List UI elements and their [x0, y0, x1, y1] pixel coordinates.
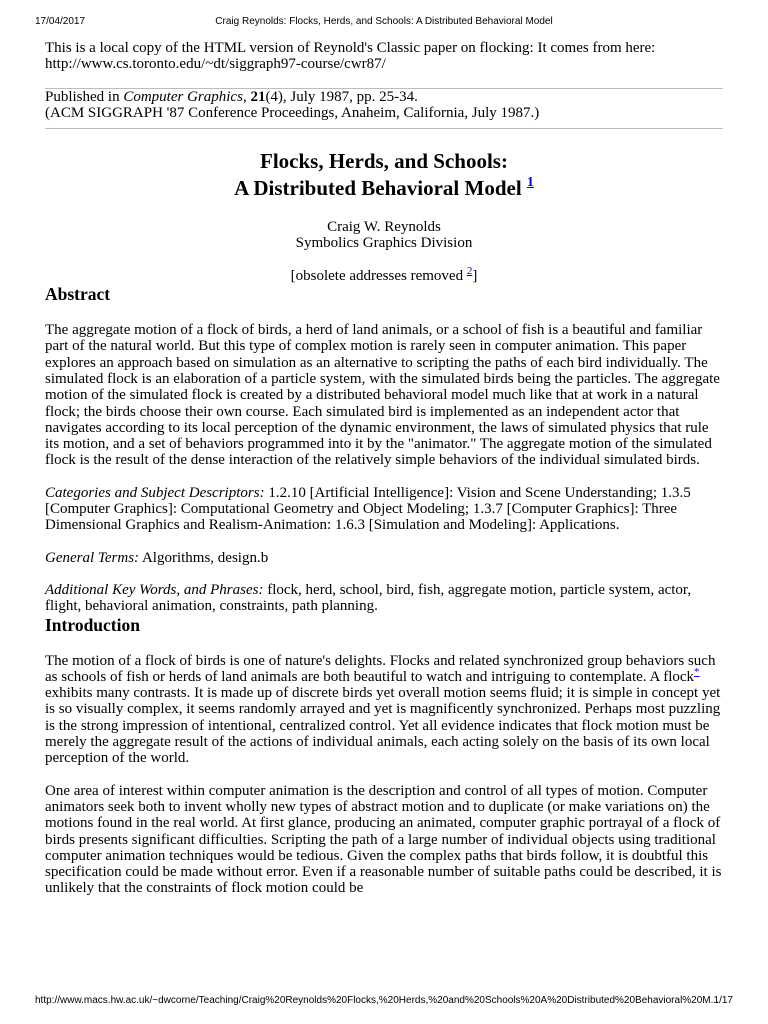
obsolete-addresses-note	[45, 264, 723, 284]
categories-paragraph	[45, 485, 723, 534]
flock-footnote-link[interactable]: *	[694, 665, 700, 678]
general-terms-paragraph	[45, 550, 723, 566]
print-url: http://www.macs.hw.ac.uk/~dwcorne/Teaching/Craig%20Reynolds%20Flocks,%20Herds,%20and%20Schools%20A%20Distributed%20Behavioral%20M...	[35, 995, 719, 1006]
paper-title	[45, 148, 723, 202]
intro-p1-after: exhibits many contrasts. It is made up of discrete birds yet overall motion seems fluid; it is simple in concept yet is so visually complex, it seems randomly arrayed and yet is magnificently synchronized. Perhaps most puzzling is the strong impression of intentional, centralized control. Yet all evidence indicates that flock motion must be merely the aggregate result of the actions of individual animals, each acting solely on the basis of its own local perception of the world.	[45, 685, 721, 767]
general-terms-label: General Terms:	[45, 549, 140, 566]
pub-sep: ,	[242, 88, 251, 105]
keywords-paragraph	[45, 582, 723, 615]
footnote-1-link[interactable]: 1	[526, 175, 534, 191]
footnote-2-link[interactable]: 2	[466, 264, 473, 277]
divider	[45, 128, 723, 129]
general-terms-text: Algorithms, design.b	[139, 549, 269, 566]
categories-text: 1.2.10 [Artificial Intelligence]: Vision and Scene Understanding; 1.3.5 [Computer Graphics]: Computational Geometry and Object Modeling; 1.3.7 [Computer Graphics]: Three Dimensional Graphics and Realism-Animation: 1.6.3 [Simulation and Modeling]: Applications.	[45, 484, 691, 534]
journal-volume: 21	[250, 88, 266, 105]
abstract-text: The aggregate motion of a flock of birds, a herd of land animals, or a school of fish is a beautiful and familiar part of the natural world. But this type of complex motion is rarely seen in computer animation. This paper explores an approach based on simulation as an alternative to scripting the paths of each bird individually. The simulated flock is an elaboration of a particle system, with the simulated birds being the particles. The aggregate motion of the simulated flock is created by a distributed behavioral model much like that at work in a natural flock; the birds choose their own course. Each simulated bird is implemented as an independent actor that navigates according to its local perception of the dynamic environment, the laws of simulated physics that rule its motion, and a set of behaviors programmed into it by the "animator." The aggregate motion of the simulated flock is the result of the dense interaction of the relatively simple behaviors of the individual simulated birds.	[45, 322, 720, 469]
print-header	[35, 16, 733, 30]
author-name: Craig W. Reynolds	[327, 219, 441, 236]
author-affiliation: Symbolics Graphics Division	[295, 235, 473, 252]
print-date: 17/04/2017	[35, 16, 86, 27]
keywords-label: Additional Key Words, and Phrases:	[45, 581, 264, 598]
proceedings: (ACM SIGGRAPH '87 Conference Proceedings, Anaheim, California, July 1987.)	[45, 104, 540, 121]
document-body	[45, 40, 723, 897]
publication-info	[45, 89, 723, 122]
abstract-heading: Abstract	[45, 284, 111, 305]
obsolete-suffix: ]	[472, 267, 478, 284]
journal-name: Computer Graphics	[123, 88, 243, 105]
intro-p1-before: The motion of a flock of birds is one of nature's delights. Flocks and related synchronized group behaviors such as schools of fish or herds of land animals are both beautiful to watch and intriguing to contemplate. A flock	[45, 652, 716, 685]
introduction-heading: Introduction	[45, 614, 140, 635]
source-url: http://www.cs.toronto.edu/~dt/siggraph97-course/cwr87/	[45, 56, 386, 73]
introduction-paragraph-2: One area of interest within computer animation is the description and control of all types of motion. Computer animators seek both to invent wholly new types of abstract motion and to duplicate (or make variations on) the motions found in the real world. At first glance, producing an animated, computer graphic portrayal of a flock of birds presents significant difficulties. Scripting the path of a large number of individual objects using traditional computer animation techniques would be tedious. Given the complex paths that birds follow, it is doubtful this specification could be made without error. Even if a reasonable number of suitable paths could be described, it is unlikely that the constraints of flock motion could be	[45, 782, 722, 897]
page-number: 1/17	[713, 995, 733, 1006]
obsolete-prefix: [obsolete addresses removed	[290, 267, 467, 284]
pub-prefix: Published in	[45, 88, 124, 105]
print-footer	[35, 995, 733, 1009]
introduction-paragraph-1	[45, 653, 723, 767]
title-line-1: Flocks, Herds, and Schools:	[260, 149, 508, 174]
pub-rest: (4), July 1987, pp. 25-34.	[265, 88, 418, 105]
local-copy-note: This is a local copy of the HTML version of Reynold's Classic paper on flocking: It comes from here:	[45, 40, 656, 56]
title-line-2: A Distributed Behavioral Model	[234, 176, 527, 201]
categories-label: Categories and Subject Descriptors:	[45, 484, 265, 501]
author-block	[45, 219, 723, 252]
keywords-text: flock, herd, school, bird, fish, aggregate motion, particle system, actor, flight, behavioral animation, constraints, path planning.	[45, 581, 692, 615]
print-title: Craig Reynolds: Flocks, Herds, and Schools: A Distributed Behavioral Model	[215, 16, 553, 27]
